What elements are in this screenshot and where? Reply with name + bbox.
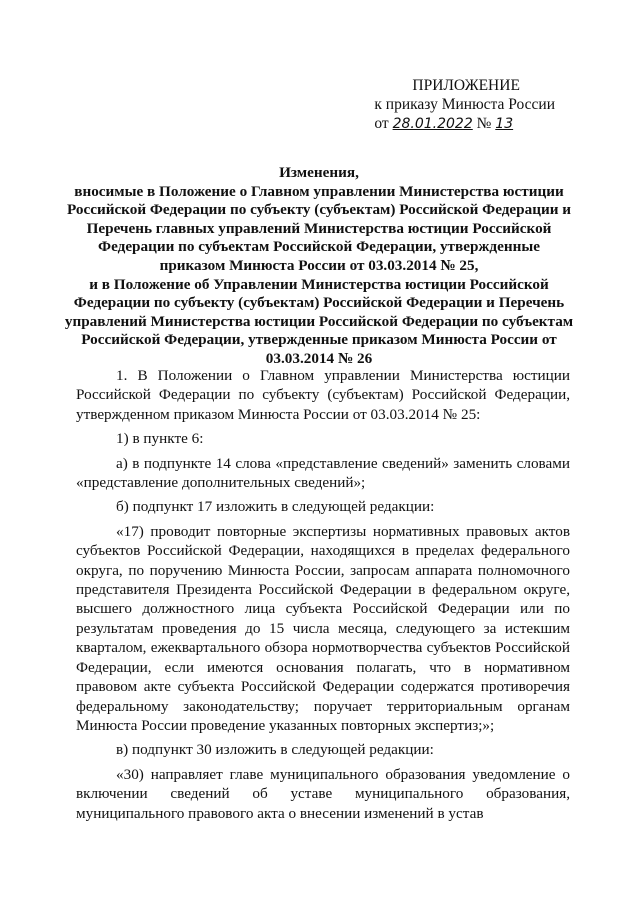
title-line-1: Изменения, bbox=[279, 164, 359, 181]
paragraph: 1. В Положении о Главном управлении Министерства юстиции Российской Федерации по субъекту (субъектам) Российской Федерации, утвержденном приказом Минюста России от 03.03.2014 № 25: bbox=[76, 367, 570, 423]
order-number: 13 bbox=[495, 116, 514, 132]
appendix-order-ref: к приказу Минюста России bbox=[374, 96, 555, 113]
document-body bbox=[76, 366, 570, 828]
appendix-header bbox=[374, 76, 555, 134]
order-date: 28.01.2022 bbox=[392, 116, 473, 132]
document-title bbox=[64, 164, 574, 369]
paragraph: «30) направляет главе муниципального образования уведомление о включении сведений об уставе муниципального образования, муниципального правового акта о внесении изменений в устав bbox=[76, 765, 570, 822]
paragraph: «17) проводит повторные экспертизы нормативных правовых актов субъектов Российской Федерации, находящихся в пределах федерального округа, по поручению Минюста России, запросам аппарата полномочного представителя Президента Российской Федерации в федеральном округе, высшего должностного лица субъекта Российской Федерации или по результатам проведения до 15 числа месяца, следующего за истекшим кварталом, ежеквартального обзора нормотворчества субъектов Российской Федерации, если имеются основания полагать, что в нормативном правовом акте субъекта Российской Федерации содержатся противоречия федеральному законодательству; поручает территориальным органам Минюста России проведение указанных повторных экспертиз;»; bbox=[76, 522, 570, 734]
paragraph: б) подпункт 17 изложить в следующей редакции: bbox=[116, 498, 435, 516]
date-prefix: от bbox=[374, 115, 389, 132]
paragraph: 1) в пункте 6: bbox=[116, 430, 204, 448]
appendix-title: ПРИЛОЖЕНИЕ bbox=[412, 77, 520, 94]
number-prefix: № bbox=[476, 115, 492, 132]
title-line-3: и в Положение об Управлении Министерства юстиции Российской Федерации по субъекту (субъектам) Российской Федерации и Перечень управлений Министерства юстиции Российской Федерации по субъектам Российской Федерации, утвержденные приказом Минюста России от 03.03.2014 № 26 bbox=[64, 275, 574, 367]
paragraph: в) подпункт 30 изложить в следующей редакции: bbox=[116, 741, 434, 759]
paragraph: а) в подпункте 14 слова «представление сведений» заменить словами «представление дополнительных сведений»; bbox=[76, 454, 570, 492]
appendix-date-line bbox=[374, 114, 555, 134]
title-line-2: вносимые в Положение о Главном управлении Министерства юстиции Российской Федерации по субъекту (субъектам) Российской Федерации и Перечень главных управлений Министерства юстиции Российской Федерации по субъектам Российской Федерации, утвержденные приказом Минюста России от 03.03.2014 № 25, bbox=[66, 182, 572, 274]
